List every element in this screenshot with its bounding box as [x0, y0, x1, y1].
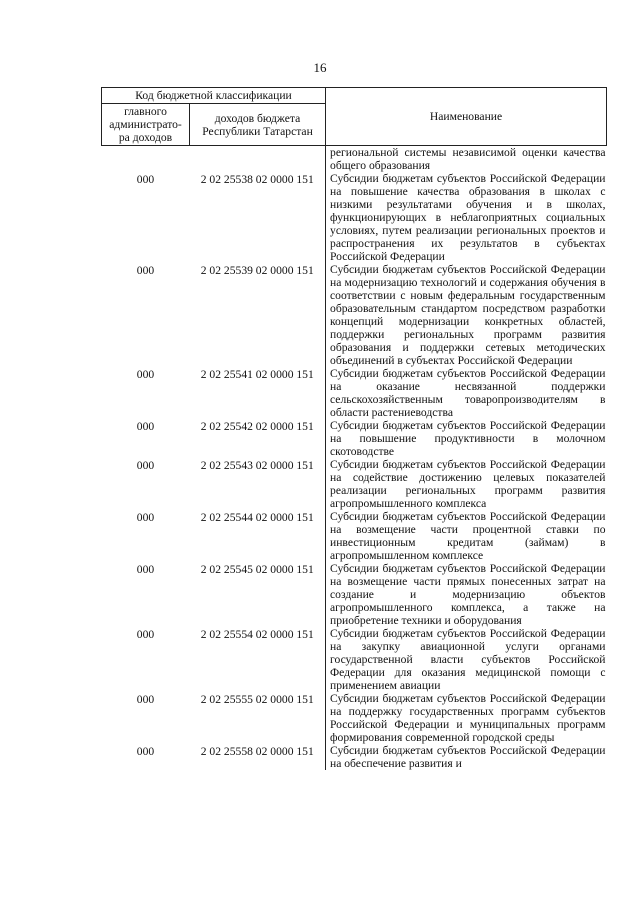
continuation-row: [102, 146, 607, 173]
name-cell: Субсидии бюджетам субъектов Российской Федерации на возмещение части прямых понесенных затрат на создание и модернизацию объектов агропромышленного комплекса, а также на приобретение техники и оборудования: [326, 562, 607, 627]
table-header: [102, 88, 607, 146]
income-code-cell: 2 02 25538 02 0000 151: [200, 173, 314, 186]
name-cell: Субсидии бюджетам субъектов Российской Федерации на модернизацию технологий и содержания обучения в соответствии с новым федеральным государственным образовательным стандартом посредством разработки концепций модернизации конкретных областей, поддержки региональных программ развития образования и поддержки сетевых методических объединений в субъектах Российской Федерации: [326, 263, 607, 367]
name-cell: Субсидии бюджетам субъектов Российской Федерации на повышение продуктивности в молочном скотоводстве: [326, 419, 607, 458]
income-code-cell: 2 02 25542 02 0000 151: [200, 420, 314, 433]
table-row: [102, 367, 607, 419]
header-name: Наименование: [326, 88, 607, 146]
table-body: [102, 146, 607, 771]
budget-classification-table: [101, 87, 607, 770]
income-code-cell: 2 02 25545 02 0000 151: [200, 563, 314, 576]
income-code-cell: 2 02 25544 02 0000 151: [200, 511, 314, 524]
table-row: [102, 744, 607, 770]
name-cell: Субсидии бюджетам субъектов Российской Федерации на оказание несвязанной поддержки сельскохозяйственным товаропроизводителям в области растениеводства: [326, 367, 607, 419]
header-budget-income: доходов бюджета Республики Татарстан: [190, 104, 326, 146]
income-code-cell: 2 02 25539 02 0000 151: [200, 264, 314, 277]
table-row: [102, 510, 607, 562]
income-code-cell: 2 02 25541 02 0000 151: [200, 368, 314, 381]
name-cell: Субсидии бюджетам субъектов Российской Федерации на повышение качества образования в школах с низкими результатами обучения и в школах, функционирующих в неблагоприятных социальных условиях, путем реализации региональных проектов и распространения их результатов в субъектах Российской Федерации: [326, 172, 607, 263]
admin-code-cell: 000: [136, 264, 155, 277]
name-cell: Субсидии бюджетам субъектов Российской Федерации на закупку авиационной услуги органами государственной власти субъектов Российской Федерации для оказания медицинской помощи с применением авиации: [326, 627, 607, 692]
admin-code-cell: 000: [136, 745, 155, 758]
name-cell: Субсидии бюджетам субъектов Российской Федерации на содействие достижению целевых показателей реализации региональных программ развития агропромышленного комплекса: [326, 458, 607, 510]
income-code-cell: 2 02 25554 02 0000 151: [200, 628, 314, 641]
table-row: [102, 172, 607, 263]
income-code-cell: 2 02 25543 02 0000 151: [200, 459, 314, 472]
admin-code-cell: 000: [136, 459, 155, 472]
admin-code-cell: 000: [136, 628, 155, 641]
page-number: 16: [313, 60, 327, 75]
header-main-administrator: главного администрато-ра доходов: [102, 104, 190, 146]
table-row: [102, 458, 607, 510]
table-row: [102, 419, 607, 458]
table-row: [102, 562, 607, 627]
admin-code-cell: 000: [136, 420, 155, 433]
income-code-cell: 2 02 25555 02 0000 151: [200, 693, 314, 706]
admin-code-cell: 000: [136, 368, 155, 381]
admin-code-cell: 000: [136, 693, 155, 706]
name-cell: Субсидии бюджетам субъектов Российской Федерации на возмещение части процентной ставки по инвестиционным кредитам (займам) в агропромышленном комплексе: [326, 510, 607, 562]
admin-code-cell: 000: [136, 173, 155, 186]
table-row: [102, 627, 607, 692]
name-cell: Субсидии бюджетам субъектов Российской Федерации на обеспечение развития и: [326, 744, 607, 770]
continuation-text: региональной системы независимой оценки качества общего образования: [326, 146, 607, 173]
income-code-cell: 2 02 25558 02 0000 151: [200, 745, 314, 758]
admin-code-cell: 000: [136, 563, 155, 576]
admin-code-cell: 000: [136, 511, 155, 524]
table-row: [102, 263, 607, 367]
table-row: [102, 692, 607, 744]
header-group-budget-code: Код бюджетной классификации: [102, 88, 326, 104]
name-cell: Субсидии бюджетам субъектов Российской Федерации на поддержку государственных программ субъектов Российской Федерации и муниципальных программ формирования современной городской среды: [326, 692, 607, 744]
